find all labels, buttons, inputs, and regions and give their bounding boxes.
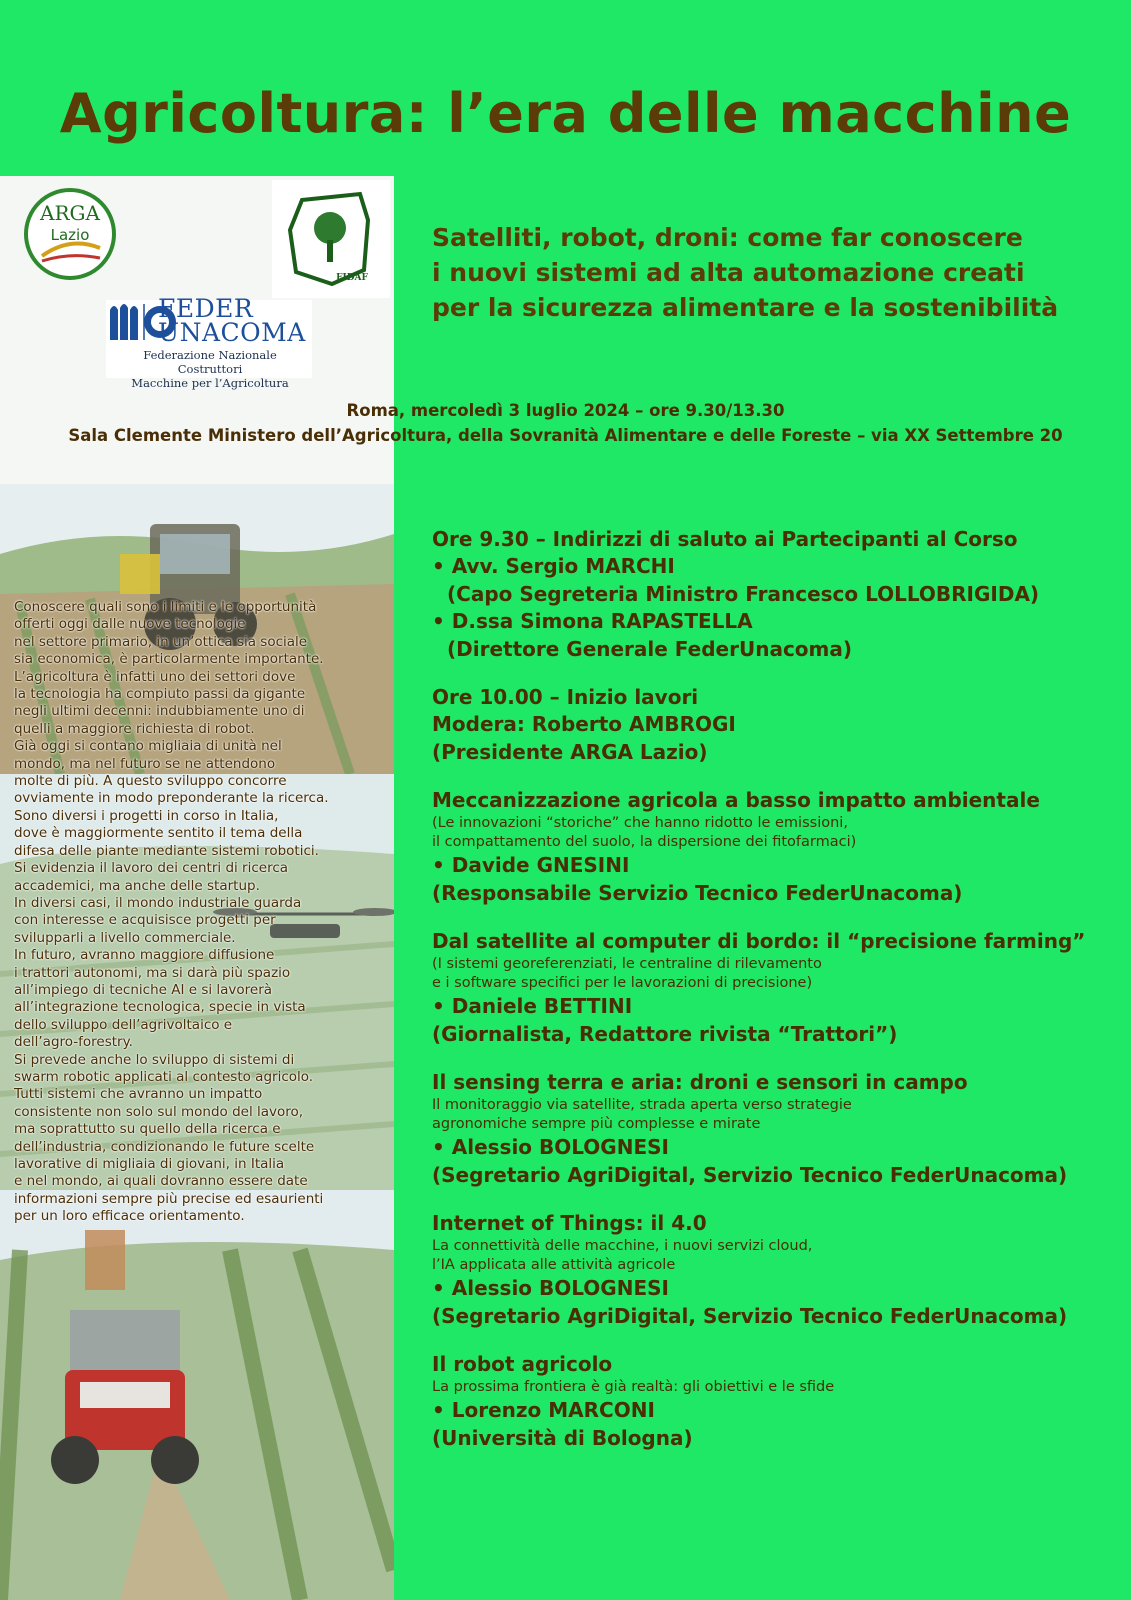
moderator: Modera: Roberto AMBROGI (432, 712, 736, 736)
intro-text: Conoscere quali sono i limiti e le opportunità offerti oggi dalle nuove tecnologie nel settore primario, in un’ottica sia sociale sia economica, è particolarmente importante. L’agricoltura è infatti uno dei settori dove la tecnologia ha compiuto passi da gigante negli ultimi decenni: indubbiamente uno di quelli a maggiore richiesta di robot. Già oggi si contano migliaia di unità nel mondo, ma nel futuro se ne attendono molte di più. A questo sviluppo concorre ovviamente in modo preponderante la ricerca. Sono diversi i progetti in corso in Italia, dove è maggiormente sentito il tema della difesa delle piante mediante sistemi robotici. Si evidenzia il lavoro dei centri di ricerca accademici, ma anche delle startup. In diversi casi, il mondo industriale guarda con interesse e acquisisce progetti per svilupparli a livello commerciale. In futuro, avranno maggiore diffusione i trattori autonomi, ma si darà più spazio all’impiego di tecniche AI e si lavorerà all’integrazione tecnologica, specie in vista dello sviluppo dell’agrivoltaico e dell’agro-forestry. Si prevede anche lo sviluppo di sistemi di swarm robotic applicati al contesto agricolo. Tutti sistemi che avranno un impatto consistente non solo sul mondo del lavoro, ma soprattutto su quello della ricerca e dell’industria, condizionando le future scelte lavorative di migliaia di giovani, in Italia e nel mondo, ai quali dovranno essere date informazioni sempre più precise ed esaurienti per un loro efficace orientamento. (14, 599, 329, 1225)
speaker: • D.ssa Simona RAPASTELLA (432, 609, 753, 633)
session-heading: Dal satellite al computer di bordo: il “precisione farming” (432, 929, 1086, 953)
event-date: Roma, mercoledì 3 luglio 2024 – ore 9.30/13.30 (346, 401, 785, 420)
speaker-role: (Giornalista, Redattore rivista “Trattori”) (432, 1022, 898, 1046)
speaker: • Davide GNESINI (432, 853, 630, 877)
subtitle: Satelliti, robot, droni: come far conoscere i nuovi sistemi ad alta automazione creati per la sicurezza alimentare e la sostenibilità (432, 223, 1059, 322)
session-description: agronomiche sempre più complesse e mirate (432, 1116, 761, 1132)
svg-text:ARGA: ARGA (40, 201, 100, 225)
speaker-role: (Direttore Generale FederUnacoma) (447, 637, 853, 661)
federunacoma-subtitle: Federazione Nazionale Costruttori Macchine per l’Agricoltura (131, 348, 289, 390)
session-iot (432, 1210, 1128, 1330)
federunacoma-name: FEDER UNACOMA (158, 294, 306, 347)
session-heading: Il sensing terra e aria: droni e sensori in campo (432, 1070, 968, 1094)
session-heading: Meccanizzazione agricola a basso impatto ambientale (432, 788, 1040, 812)
fidaf-logo (272, 180, 390, 298)
event-info (0, 398, 1131, 448)
speaker-role: (Segretario AgriDigital, Servizio Tecnico FederUnacoma) (432, 1163, 1068, 1187)
session-precision-farming (432, 928, 1128, 1048)
speaker: • Alessio BOLOGNESI (432, 1276, 669, 1300)
speaker: • Avv. Sergio MARCHI (432, 554, 675, 578)
speaker: • Lorenzo MARCONI (432, 1398, 655, 1422)
session-description: e i software specifici per le lavorazioni di precisione) (432, 975, 813, 991)
session-description: La prossima frontiera è già realtà: gli obiettivi e le sfide (432, 1379, 835, 1395)
session-robot (432, 1351, 1128, 1452)
speaker: • Alessio BOLOGNESI (432, 1135, 669, 1159)
speaker: • Daniele BETTINI (432, 994, 633, 1018)
session-description: il compattamento del suolo, la dispersione dei fitofarmaci) (432, 834, 857, 850)
arga-lazio-logo (22, 186, 118, 282)
session-sensing (432, 1069, 1128, 1189)
session-description: l’IA applicata alle attività agricole (432, 1257, 676, 1273)
speaker-role: (Segretario AgriDigital, Servizio Tecnico FederUnacoma) (432, 1304, 1068, 1328)
session-start (432, 684, 1128, 766)
session-description: (Le innovazioni “storiche” che hanno ridotto le emissioni, (432, 815, 848, 831)
session-heading: Ore 10.00 – Inizio lavori (432, 685, 699, 709)
moderator-role: (Presidente ARGA Lazio) (432, 740, 708, 764)
session-mechanization (432, 787, 1128, 907)
speaker-role: (Capo Segreteria Ministro Francesco LOLLOBRIGIDA) (447, 582, 1040, 606)
speaker-role: (Responsabile Servizio Tecnico FederUnacoma) (432, 881, 963, 905)
event-venue: Sala Clemente Ministero dell’Agricoltura, della Sovranità Alimentare e delle Foreste – via XX Settembre 20 (68, 426, 1063, 445)
speaker-role: (Università di Bologna) (432, 1426, 693, 1450)
svg-text:Lazio: Lazio (50, 226, 90, 244)
session-welcome (432, 526, 1128, 663)
svg-text:FIDAF: FIDAF (336, 273, 368, 283)
session-description: Il monitoraggio via satellite, strada aperta verso strategie (432, 1097, 852, 1113)
autonomous-tractor-photo (0, 1190, 394, 1600)
page-title: Agricoltura: l’era delle macchine (59, 82, 1072, 145)
session-heading: Ore 9.30 – Indirizzi di saluto ai Partecipanti al Corso (432, 527, 1018, 551)
session-description: (I sistemi georeferenziati, le centraline di rilevamento (432, 956, 822, 972)
session-heading: Il robot agricolo (432, 1352, 613, 1376)
program (432, 526, 1128, 1473)
session-description: La connettività delle macchine, i nuovi servizi cloud, (432, 1238, 813, 1254)
session-heading: Internet of Things: il 4.0 (432, 1211, 707, 1235)
